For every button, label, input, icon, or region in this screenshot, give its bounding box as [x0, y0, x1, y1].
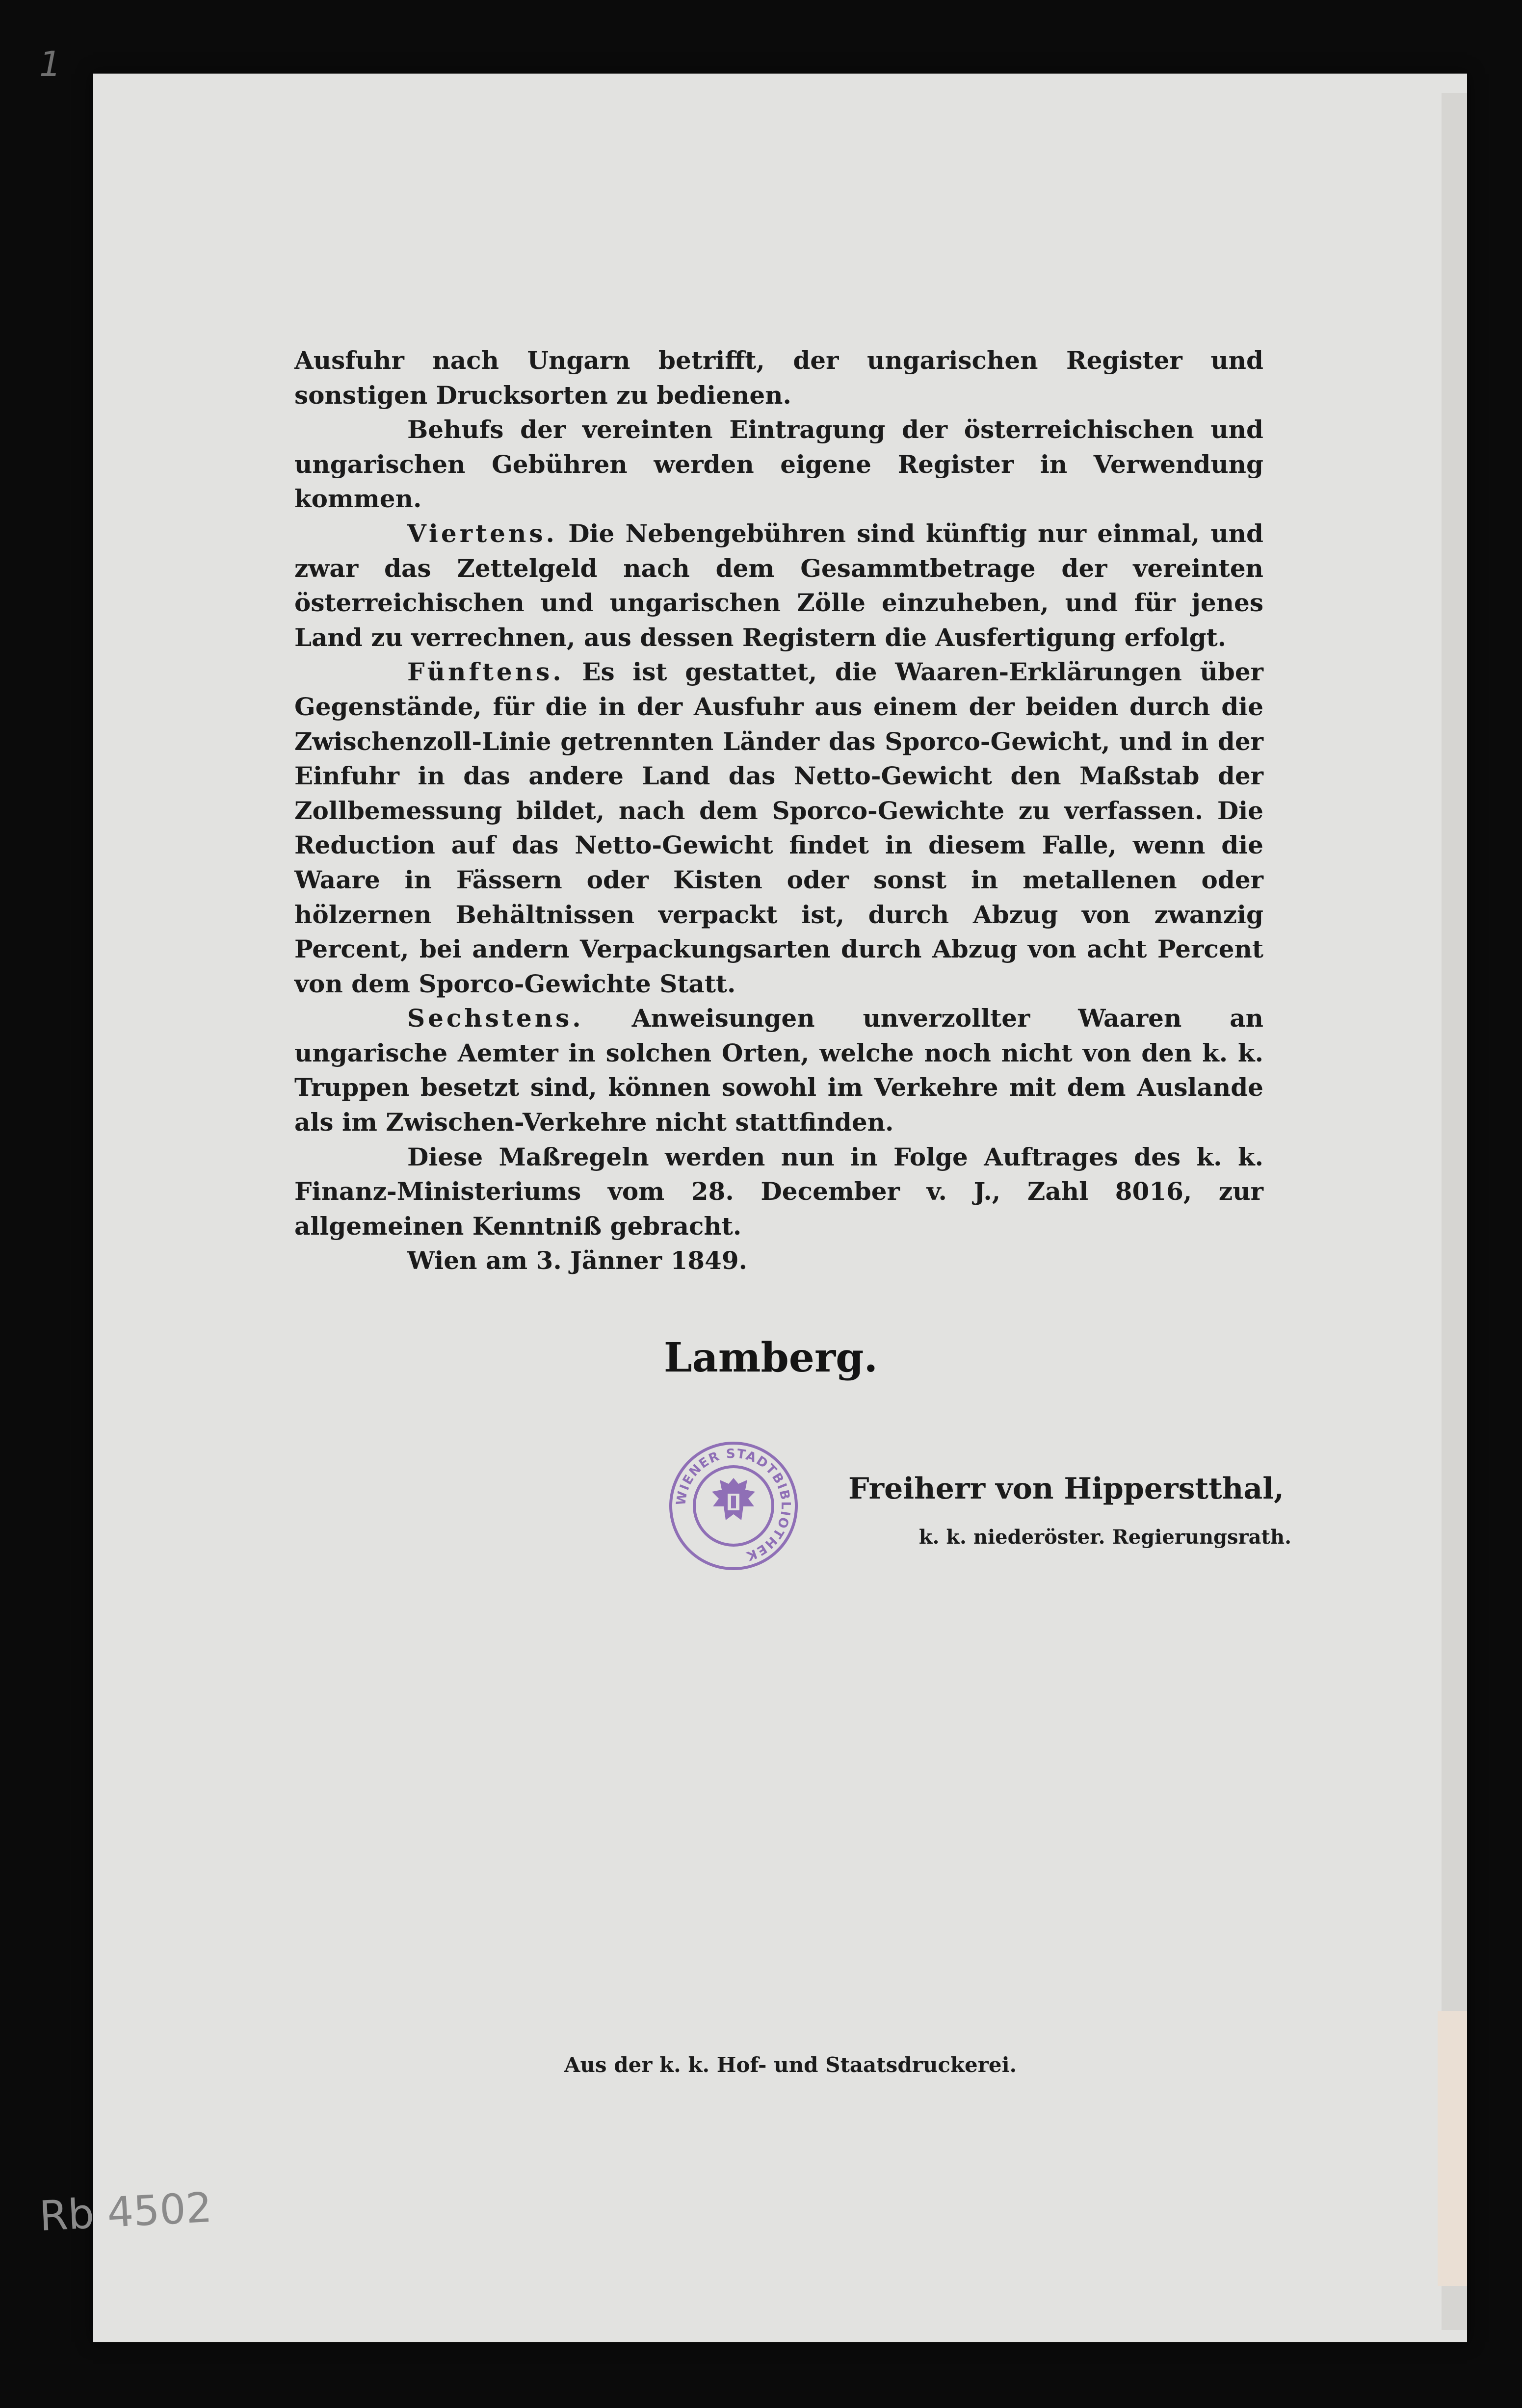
paragraph-1: [294, 343, 1263, 413]
signature-lamberg: Lamberg.: [663, 1334, 878, 1381]
paragraph-1-text: Ausfuhr nach Ungarn betrifft, der ungarischen Register und sonstigen Drucksorten zu bedienen.: [294, 346, 1263, 410]
shelfmark-annotation: Rb 4502: [38, 2183, 213, 2241]
page-number-annotation: 1: [39, 44, 61, 84]
paragraph-4-text: Es ist gestattet, die Waaren-Erklärungen über Gegenstände, für die in der Ausfuhr aus einem der beiden durch die Zwischenzoll-Linie getrennten Länder das Sporco-Gewicht, und in der Einfuhr in das andere Land das Netto-Gewicht den Maßstab der Zollbemessung bildet, nach dem Sporco-Gewichte zu verfassen. Die Reduction auf das Netto-Gewicht findet in diesem Falle, wenn die Waare in Fässern oder Kisten oder sonst in metallenen oder hölzernen Behältnissen verpackt ist, durch Abzug von zwanzig Percent, bei andern Verpackungsarten durch Abzug von acht Percent von dem Sporco-Gewichte Statt.: [294, 657, 1263, 998]
paragraph-4-lead: Fünftens.: [407, 657, 564, 687]
paragraph-2: [294, 413, 1263, 517]
paragraph-3: [294, 517, 1263, 655]
co-signer-name: Freiherr von Hipperstthal,: [848, 1472, 1284, 1506]
paragraph-3-lead: Viertens.: [407, 518, 557, 548]
date-line-text: Wien am 3. Jänner 1849.: [407, 1246, 748, 1275]
stamp-text-path: WIENER STADTBIBLIOTHEK: [674, 1446, 793, 1564]
paragraph-3-text: Die Nebengebühren sind künftig nur einmal, und zwar das Zettelgeld nach dem Gesammtbetrage der vereinten österreichischen und ungarischen Zölle einzuheben, und für jenes Land zu verrechnen, aus dessen Registern die Ausfertigung erfolgt.: [294, 518, 1263, 652]
paragraph-4: [294, 655, 1263, 1001]
page-edge-strip: [1442, 93, 1467, 2330]
paragraph-6: [294, 1140, 1263, 1244]
body-text: [294, 343, 1263, 1278]
co-signer-title: k. k. niederöster. Regierungsrath.: [918, 1526, 1291, 1549]
library-stamp: [667, 1440, 800, 1572]
paragraph-5-text: Anweisungen unverzollter Waaren an ungarische Aemter in solchen Orten, welche noch nicht von den k. k. Truppen besetzt sind, können sowohl im Verkehre mit dem Auslande als im Zwischen-Verkehre nicht stattfinden.: [294, 1004, 1263, 1137]
paragraph-6-text: Diese Maßregeln werden nun in Folge Auftrages des k. k. Finanz-Ministeriums vom 28. December v. J., Zahl 8016, zur allgemeinen Kenntniß gebracht.: [294, 1142, 1263, 1241]
paragraph-2-text: Behufs der vereinten Eintragung der österreichischen und ungarischen Gebühren werden eigene Register in Verwendung kommen.: [294, 415, 1263, 514]
paragraph-5-lead: Sechstens.: [407, 1004, 584, 1033]
printer-imprint: Aus der k. k. Hof- und Staatsdruckerei.: [564, 2053, 1017, 2077]
date-line: [294, 1243, 1263, 1278]
eagle-icon: [712, 1478, 755, 1520]
page-edge-strip-lower: [1438, 2011, 1467, 2286]
paragraph-5: [294, 1001, 1263, 1139]
